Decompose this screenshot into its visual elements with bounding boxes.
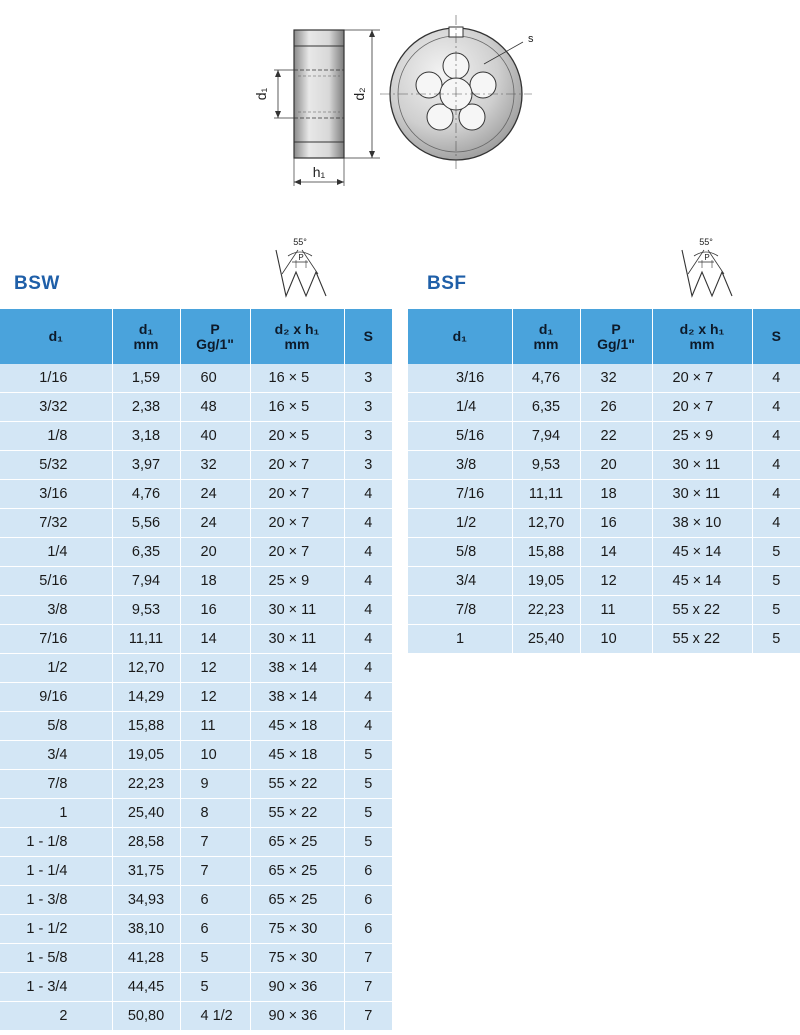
cell-d1-inch: 3/16 (408, 364, 512, 393)
cell-pitch: 14 (180, 625, 250, 654)
cell-d2-h1: 30 × 11 (250, 596, 344, 625)
cell-d1-mm: 1,59 (112, 364, 180, 393)
cell-s: 4 (344, 683, 392, 712)
cell-s: 5 (344, 828, 392, 857)
header-s: S (752, 309, 800, 364)
cell-d1-mm: 7,94 (112, 567, 180, 596)
cell-d1-mm: 4,76 (512, 364, 580, 393)
cell-d1-mm: 2,38 (112, 393, 180, 422)
table-row (408, 451, 800, 480)
cell-d1-inch: 3/16 (0, 480, 112, 509)
cell-pitch: 18 (180, 567, 250, 596)
cell-d2-h1: 90 × 36 (250, 973, 344, 1002)
cell-d1-mm: 31,75 (112, 857, 180, 886)
cell-d2-h1: 38 × 14 (250, 654, 344, 683)
label-s: s (528, 33, 534, 45)
cell-d2-h1: 20 × 7 (652, 393, 752, 422)
cell-d1-mm: 15,88 (512, 538, 580, 567)
cell-d1-inch: 5/16 (408, 422, 512, 451)
cell-s: 4 (344, 625, 392, 654)
cell-pitch: 9 (180, 770, 250, 799)
cell-pitch: 18 (580, 480, 652, 509)
cell-d1-inch: 9/16 (0, 683, 112, 712)
cell-d1-inch: 5/32 (0, 451, 112, 480)
cell-s: 4 (752, 509, 800, 538)
cell-pitch: 7 (180, 857, 250, 886)
header-d1-mm: d₁ mm (112, 309, 180, 364)
cell-s: 5 (344, 741, 392, 770)
table-row (0, 480, 392, 509)
die-technical-drawing (240, 10, 550, 190)
cell-d2-h1: 55 x 22 (652, 625, 752, 654)
cell-d2-h1: 25 × 9 (250, 567, 344, 596)
cell-d2-h1: 30 × 11 (250, 625, 344, 654)
cell-pitch: 7 (180, 828, 250, 857)
cell-d1-mm: 22,23 (512, 596, 580, 625)
cell-d1-mm: 6,35 (112, 538, 180, 567)
cell-d2-h1: 75 × 30 (250, 944, 344, 973)
cell-s: 6 (344, 886, 392, 915)
cell-pitch: 48 (180, 393, 250, 422)
cell-s: 5 (344, 799, 392, 828)
cell-d1-mm: 12,70 (112, 654, 180, 683)
cell-d1-mm: 6,35 (512, 393, 580, 422)
cell-d1-mm: 19,05 (512, 567, 580, 596)
table-row (0, 799, 392, 828)
cell-d1-inch: 1 - 3/8 (0, 886, 112, 915)
label-h1: h₁ (312, 164, 326, 180)
dimension-d1 (274, 70, 294, 118)
cell-d1-mm: 44,45 (112, 973, 180, 1002)
cell-d1-inch: 2 (0, 1002, 112, 1031)
cell-d1-inch: 1 - 3/4 (0, 973, 112, 1002)
cell-d1-inch: 7/32 (0, 509, 112, 538)
cell-d2-h1: 38 × 10 (652, 509, 752, 538)
cell-d1-mm: 41,28 (112, 944, 180, 973)
label-d1: d₁ (253, 87, 269, 101)
cell-d1-inch: 3/8 (408, 451, 512, 480)
cell-d2-h1: 20 × 7 (250, 480, 344, 509)
cell-pitch: 4 1/2 (180, 1002, 250, 1031)
bsw-header-row (0, 309, 392, 364)
cell-s: 5 (752, 596, 800, 625)
cell-s: 3 (344, 393, 392, 422)
bsf-title: BSF (427, 273, 467, 294)
cell-d2-h1: 25 × 9 (652, 422, 752, 451)
cell-d1-inch: 3/4 (0, 741, 112, 770)
cell-d1-mm: 5,56 (112, 509, 180, 538)
cell-s: 7 (344, 944, 392, 973)
cell-d1-mm: 11,11 (512, 480, 580, 509)
cell-d1-mm: 50,80 (112, 1002, 180, 1031)
table-row (0, 886, 392, 915)
cell-pitch: 14 (580, 538, 652, 567)
cell-d1-inch: 1 (0, 799, 112, 828)
cell-pitch: 60 (180, 364, 250, 393)
cell-d1-mm: 4,76 (112, 480, 180, 509)
bsw-table (0, 309, 392, 1030)
table-row (0, 422, 392, 451)
table-row (408, 538, 800, 567)
table-row (0, 828, 392, 857)
cell-d1-inch: 1 - 5/8 (0, 944, 112, 973)
cell-d2-h1: 45 × 18 (250, 741, 344, 770)
cell-d2-h1: 20 × 5 (250, 422, 344, 451)
cell-d1-mm: 9,53 (112, 596, 180, 625)
cell-s: 4 (344, 654, 392, 683)
cell-d1-inch: 3/4 (408, 567, 512, 596)
table-row (0, 683, 392, 712)
cell-d1-inch: 7/8 (0, 770, 112, 799)
cell-d2-h1: 45 × 18 (250, 712, 344, 741)
cell-d1-inch: 1/2 (408, 509, 512, 538)
header-d2-h1: d₂ x h₁ mm (250, 309, 344, 364)
cell-pitch: 11 (180, 712, 250, 741)
cell-d2-h1: 55 × 22 (250, 799, 344, 828)
die-side-view (294, 30, 344, 158)
cell-d2-h1: 30 × 11 (652, 480, 752, 509)
cell-s: 3 (344, 451, 392, 480)
cell-d1-mm: 25,40 (512, 625, 580, 654)
thread-profile-icon-bsw (268, 234, 332, 300)
cell-s: 4 (752, 422, 800, 451)
label-d2: d₂ (351, 87, 367, 101)
cell-d1-mm: 25,40 (112, 799, 180, 828)
cell-s: 4 (344, 509, 392, 538)
cell-d1-mm: 22,23 (112, 770, 180, 799)
cell-s: 4 (344, 480, 392, 509)
cell-d2-h1: 55 × 22 (250, 770, 344, 799)
header-d2-h1: d₂ x h₁ mm (652, 309, 752, 364)
header-d1: d₁ (408, 309, 512, 364)
cell-d2-h1: 16 × 5 (250, 364, 344, 393)
cell-d1-inch: 1/4 (0, 538, 112, 567)
cell-s: 7 (344, 1002, 392, 1031)
cell-d2-h1: 65 × 25 (250, 857, 344, 886)
cell-pitch: 12 (180, 654, 250, 683)
cell-d1-inch: 1 (408, 625, 512, 654)
bsw-title: BSW (14, 273, 60, 294)
cell-d2-h1: 65 × 25 (250, 886, 344, 915)
cell-d1-mm: 14,29 (112, 683, 180, 712)
cell-d1-mm: 38,10 (112, 915, 180, 944)
cell-d2-h1: 20 × 7 (250, 451, 344, 480)
cell-s: 6 (344, 915, 392, 944)
cell-s: 5 (752, 625, 800, 654)
cell-d2-h1: 45 × 14 (652, 567, 752, 596)
cell-pitch: 32 (180, 451, 250, 480)
cell-d1-inch: 1/16 (0, 364, 112, 393)
table-row (0, 567, 392, 596)
cell-d1-inch: 5/8 (0, 712, 112, 741)
cell-pitch: 12 (180, 683, 250, 712)
thread-profile-icon-bsf (674, 234, 738, 300)
bsf-table (408, 309, 800, 653)
cell-d2-h1: 16 × 5 (250, 393, 344, 422)
cell-pitch: 16 (180, 596, 250, 625)
bsf-header-row (408, 309, 800, 364)
table-row (408, 480, 800, 509)
die-front-view (380, 15, 532, 170)
cell-s: 5 (344, 770, 392, 799)
cell-d1-mm: 11,11 (112, 625, 180, 654)
cell-d1-inch: 1/2 (0, 654, 112, 683)
cell-d1-inch: 7/8 (408, 596, 512, 625)
cell-d1-inch: 5/8 (408, 538, 512, 567)
profile-angle-label: 55° (293, 237, 307, 247)
cell-s: 4 (344, 538, 392, 567)
cell-d1-mm: 15,88 (112, 712, 180, 741)
cell-d1-inch: 3/8 (0, 596, 112, 625)
cell-s: 5 (752, 538, 800, 567)
cell-s: 4 (752, 393, 800, 422)
header-pitch: P Gg/1" (580, 309, 652, 364)
table-row (408, 509, 800, 538)
cell-pitch: 20 (580, 451, 652, 480)
cell-s: 4 (344, 712, 392, 741)
table-row (0, 857, 392, 886)
cell-pitch: 32 (580, 364, 652, 393)
cell-s: 4 (752, 364, 800, 393)
table-row (0, 741, 392, 770)
cell-d1-mm: 19,05 (112, 741, 180, 770)
table-row (408, 393, 800, 422)
table-row (0, 451, 392, 480)
cell-d1-inch: 1 - 1/8 (0, 828, 112, 857)
profile-angle-label: 55° (699, 237, 713, 247)
header-d1-mm: d₁ mm (512, 309, 580, 364)
cell-pitch: 11 (580, 596, 652, 625)
cell-s: 4 (344, 596, 392, 625)
table-row (0, 654, 392, 683)
cell-pitch: 8 (180, 799, 250, 828)
cell-d1-mm: 7,94 (512, 422, 580, 451)
table-row (0, 596, 392, 625)
cell-d1-inch: 5/16 (0, 567, 112, 596)
cell-s: 3 (344, 364, 392, 393)
cell-d2-h1: 90 × 36 (250, 1002, 344, 1031)
table-row (0, 973, 392, 1002)
table-row (408, 625, 800, 654)
table-row (408, 567, 800, 596)
table-row (0, 509, 392, 538)
cell-pitch: 10 (580, 625, 652, 654)
cell-d1-mm: 3,18 (112, 422, 180, 451)
cell-pitch: 6 (180, 886, 250, 915)
cell-d1-inch: 1/4 (408, 393, 512, 422)
profile-pitch-label: P (298, 253, 304, 262)
table-row (0, 712, 392, 741)
cell-s: 7 (344, 973, 392, 1002)
cell-d2-h1: 20 × 7 (652, 364, 752, 393)
cell-s: 4 (752, 451, 800, 480)
cell-d2-h1: 30 × 11 (652, 451, 752, 480)
cell-d1-inch: 3/32 (0, 393, 112, 422)
table-row (408, 364, 800, 393)
table-row (0, 1002, 392, 1031)
cell-d1-mm: 3,97 (112, 451, 180, 480)
cell-s: 6 (344, 857, 392, 886)
cell-d2-h1: 45 × 14 (652, 538, 752, 567)
table-row (0, 944, 392, 973)
cell-d1-inch: 1/8 (0, 422, 112, 451)
table-row (0, 625, 392, 654)
table-row (0, 393, 392, 422)
cell-s: 4 (344, 567, 392, 596)
cell-d1-mm: 9,53 (512, 451, 580, 480)
cell-s: 3 (344, 422, 392, 451)
cell-d1-inch: 1 - 1/2 (0, 915, 112, 944)
cell-s: 5 (752, 567, 800, 596)
cell-d1-inch: 1 - 1/4 (0, 857, 112, 886)
cell-d1-inch: 7/16 (0, 625, 112, 654)
table-row (408, 422, 800, 451)
cell-d2-h1: 65 × 25 (250, 828, 344, 857)
cell-pitch: 5 (180, 944, 250, 973)
cell-pitch: 5 (180, 973, 250, 1002)
cell-d2-h1: 20 × 7 (250, 538, 344, 567)
table-row (0, 915, 392, 944)
table-row (0, 364, 392, 393)
header-d1: d₁ (0, 309, 112, 364)
cell-d2-h1: 20 × 7 (250, 509, 344, 538)
cell-s: 4 (752, 480, 800, 509)
cell-d1-mm: 28,58 (112, 828, 180, 857)
header-s: S (344, 309, 392, 364)
cell-pitch: 16 (580, 509, 652, 538)
cell-pitch: 26 (580, 393, 652, 422)
cell-d2-h1: 55 x 22 (652, 596, 752, 625)
cell-pitch: 10 (180, 741, 250, 770)
cell-d2-h1: 38 × 14 (250, 683, 344, 712)
cell-pitch: 40 (180, 422, 250, 451)
profile-pitch-label: P (704, 253, 710, 262)
cell-pitch: 24 (180, 509, 250, 538)
cell-d1-inch: 7/16 (408, 480, 512, 509)
cell-d1-mm: 12,70 (512, 509, 580, 538)
cell-pitch: 24 (180, 480, 250, 509)
cell-pitch: 12 (580, 567, 652, 596)
cell-pitch: 22 (580, 422, 652, 451)
table-row (0, 770, 392, 799)
cell-d1-mm: 34,93 (112, 886, 180, 915)
header-pitch: P Gg/1" (180, 309, 250, 364)
table-row (0, 538, 392, 567)
cell-pitch: 6 (180, 915, 250, 944)
cell-d2-h1: 75 × 30 (250, 915, 344, 944)
cell-pitch: 20 (180, 538, 250, 567)
table-row (408, 596, 800, 625)
